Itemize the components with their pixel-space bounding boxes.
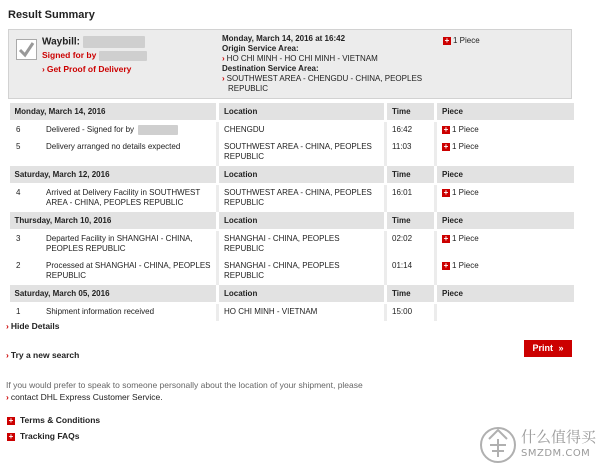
table-row [10,230,574,258]
event-number: 1 [10,303,40,321]
plus-icon: + [443,124,449,134]
table-row [10,121,574,139]
page-title: Result Summary [8,9,95,21]
event-description-text: Departed Facility in SHANGHAI - CHINA, PEOPLES REPUBLIC [46,234,193,254]
event-piece-label: 1 Piece [452,142,479,152]
piece-column-header: Piece [436,166,574,184]
event-time: 16:42 [386,121,436,139]
proof-of-delivery-link[interactable] [42,64,131,74]
location-column-header: Location [218,285,386,303]
day-date: Saturday, March 05, 2016 [10,285,218,303]
day-header-row [10,103,574,121]
redacted-signer-name [138,125,178,135]
plus-icon: + [443,261,449,270]
location-column-header: Location [218,212,386,230]
redacted-signer-name [99,51,147,61]
event-time: 16:01 [386,184,436,212]
watermark-site: SMZDM.COM [521,448,591,459]
new-search-link[interactable]: › Try a new search [6,350,80,360]
event-description [40,139,218,166]
origin-value: › HO CHI MINH - HO CHI MINH - VIETNAM [222,54,378,63]
day-header-row [10,212,574,230]
event-description [40,184,218,212]
event-time: 01:14 [386,258,436,285]
plus-icon: + [444,35,450,45]
location-column-header: Location [218,166,386,184]
event-piece-label: 1 Piece [452,188,479,198]
watermark [476,420,600,468]
event-description-text: Delivered - Signed for by [46,125,135,135]
event-piece [436,303,574,321]
print-button[interactable]: Print » [524,340,572,357]
event-piece-label: 1 Piece [452,234,479,244]
tracking-events-table [8,103,574,321]
signed-for-status [42,50,147,61]
plus-icon: + [443,234,449,243]
event-location: SHANGHAI - CHINA, PEOPLES REPUBLIC [218,258,386,285]
delivery-datetime: Monday, March 14, 2016 at 16:42 [222,34,346,43]
day-header-row [10,166,574,184]
table-row [10,258,574,285]
hide-details-link[interactable]: › Hide Details [6,321,60,331]
customer-service-note [6,379,363,403]
event-piece-label: 1 Piece [452,125,479,134]
plus-icon: + [443,142,449,151]
event-number: 3 [10,230,40,258]
terms-conditions-link[interactable]: + Terms & Conditions [8,415,101,425]
event-piece[interactable] [436,184,574,212]
event-description [40,303,218,321]
event-location: SOUTHWEST AREA - CHINA, PEOPLES REPUBLIC [218,184,386,212]
event-location: SOUTHWEST AREA - CHINA, PEOPLES REPUBLIC [218,139,386,166]
event-piece[interactable] [436,258,574,285]
event-description [40,230,218,258]
event-piece[interactable] [436,121,574,139]
event-description [40,121,218,139]
piece-count-toggle[interactable]: + 1 Piece [444,35,480,45]
event-piece[interactable] [436,230,574,258]
waybill-number [42,36,145,48]
piece-column-header: Piece [436,103,574,121]
day-header-row [10,285,574,303]
piece-column-header: Piece [436,212,574,230]
time-column-header: Time [386,166,436,184]
destination-value: › SOUTHWEST AREA - CHENGDU - CHINA, PEOPLES REPUBLIC [222,74,423,93]
origin-label: Origin Service Area: [222,44,299,53]
event-location: HO CHI MINH - VIETNAM [218,303,386,321]
watermark-text: 什么值得买 [521,428,597,446]
proof-of-delivery-label: Get Proof of Delivery [46,64,132,74]
day-date: Thursday, March 10, 2016 [10,212,218,230]
plus-icon: + [8,431,14,441]
table-row [10,139,574,166]
event-description-text: Shipment information received [46,307,155,317]
event-description-text: Delivery arranged no details expected [46,142,181,152]
arrow-right-icon: › [6,350,9,360]
table-row [10,184,574,212]
event-piece-label: 1 Piece [452,261,479,271]
event-number: 5 [10,139,40,166]
time-column-header: Time [386,212,436,230]
result-summary-panel [8,29,572,99]
day-date: Saturday, March 12, 2016 [10,166,218,184]
plus-icon: + [443,188,449,197]
arrow-right-icon: › [222,74,225,83]
event-piece[interactable] [436,139,574,166]
event-location: CHENGDU [218,121,386,139]
arrow-right-icon: › [222,54,225,63]
event-description [40,258,218,285]
arrow-right-icon: › [6,392,9,402]
event-location: SHANGHAI - CHINA, PEOPLES REPUBLIC [218,230,386,258]
time-column-header: Time [386,285,436,303]
destination-label: Destination Service Area: [222,64,319,73]
table-row [10,303,574,321]
tracking-faqs-link[interactable]: + Tracking FAQs [8,431,80,441]
time-column-header: Time [386,103,436,121]
watermark-logo-icon [478,421,518,467]
redacted-waybill-number [83,36,145,48]
shipment-route-info [222,34,432,94]
event-number: 4 [10,184,40,212]
checkmark-icon [16,39,37,60]
contact-text: contact [10,392,39,402]
customer-service-link[interactable]: DHL Express Customer Service. [40,392,163,402]
note-line: If you would prefer to speak to someone personally about the location of your shipment, please [6,380,363,390]
event-number: 6 [10,121,40,139]
event-number: 2 [10,258,40,285]
event-time: 11:03 [386,139,436,166]
event-time: 15:00 [386,303,436,321]
piece-column-header: Piece [436,285,574,303]
location-column-header: Location [218,103,386,121]
signed-for-label: Signed for by [42,50,97,60]
day-date: Monday, March 14, 2016 [10,103,218,121]
waybill-label: Waybill: [42,36,80,48]
event-description-text: Arrived at Delivery Facility in SOUTHWEST AREA - CHINA, PEOPLES REPUBLIC [46,188,201,208]
double-chevron-right-icon: » [558,343,564,353]
arrow-right-icon: › [6,321,9,331]
event-time: 02:02 [386,230,436,258]
plus-icon: + [8,415,14,425]
arrow-right-icon: › [42,64,45,74]
event-description-text: Processed at SHANGHAI - CHINA, PEOPLES REPUBLIC [46,261,211,281]
